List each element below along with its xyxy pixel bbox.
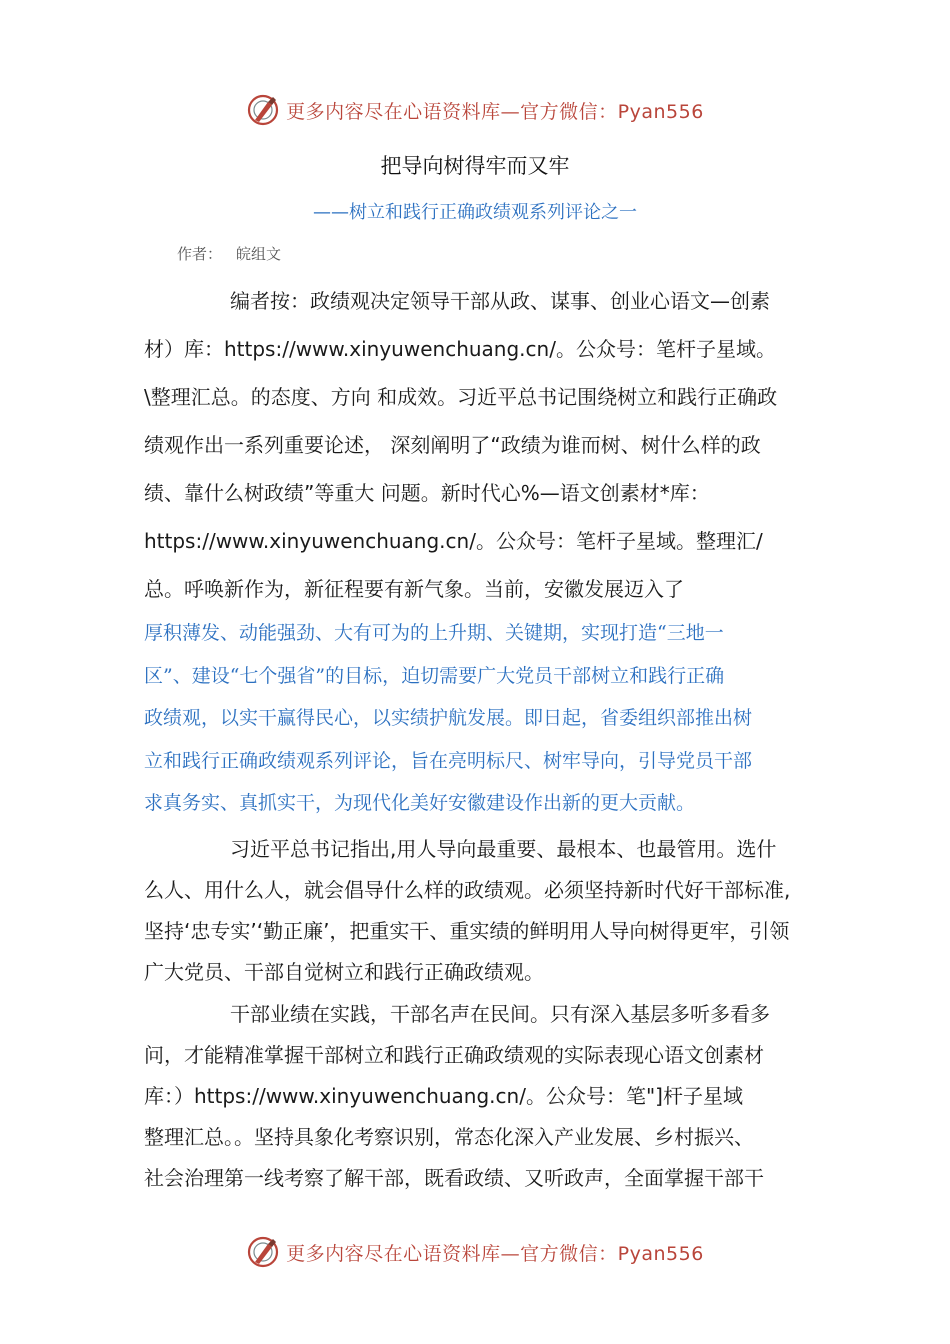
paragraph-line: 整理汇总。。坚持具象化考察识别，常态化深入产业发展、乡村振兴、 xyxy=(144,1125,754,1149)
paragraph-line: 习近平总书记指出,用人导向最重要、最根本、也最管用。选什 xyxy=(230,837,777,861)
pen-nib-circle-icon xyxy=(246,93,280,127)
author-label: 作者： xyxy=(177,245,223,263)
paragraph-line: 立和践行正确政绩观系列评论，旨在亮明标尺、树牢导向，引导党员干部 xyxy=(144,749,753,772)
editor-note-continuation xyxy=(144,612,828,825)
paragraph-line: 区”、建设“七个强省”的目标，迫切需要广大党员干部树立和践行正确 xyxy=(144,664,725,687)
footer-banner-text: 更多内容尽在心语资料库—官方微信：Pyan556 xyxy=(286,1242,704,1265)
pen-nib-circle-icon xyxy=(246,1235,280,1269)
editor-note-paragraph xyxy=(144,277,828,613)
article-title: 把导向树得牢而又牢 xyxy=(380,154,570,178)
paragraph-line: 编者按：政绩观决定领导干部从政、谋事、创业心语文—创素 xyxy=(230,289,770,313)
paragraph-line: 厚积薄发、动能强劲、大有可为的上升期、关键期，实现打造“三地一 xyxy=(144,622,724,644)
paragraph-line: 么人、用什么人，就会倡导什么样的政绩观。必须坚持新时代好干部标准, xyxy=(144,878,791,902)
paragraph-line: \整理汇总。的态度、方向 和成效。习近平总书记围绕树立和践行正确政 xyxy=(144,385,778,409)
body-paragraph-2 xyxy=(144,994,828,1199)
header-banner-text: 更多内容尽在心语资料库—官方微信：Pyan556 xyxy=(286,100,704,123)
paragraph-line: 库：）https://www.xinyuwenchuang.cn/。公众号：笔"]杆子星域 xyxy=(144,1084,743,1108)
footer-banner xyxy=(0,1230,950,1274)
paragraph-line: 坚持‘忠专实’‘勤正廉’，把重实干、重实绩的鲜明用人导向树得更牢，引领 xyxy=(144,919,790,943)
author-name: 皖组文 xyxy=(236,245,282,263)
paragraph-line: 绩观作出一系列重要论述， 深刻阐明了“政绩为谁而树、树什么样的政 xyxy=(144,433,761,457)
paragraph-line: 社会治理第一线考察了解干部，既看政绩、又听政声，全面掌握干部干 xyxy=(144,1166,764,1190)
paragraph-line: 广大党员、干部自觉树立和践行正确政绩观。 xyxy=(144,960,544,984)
paragraph-line: 求真务实、真抓实干，为现代化美好安徽建设作出新的更大贡献。 xyxy=(144,792,696,814)
paragraph-line: 绩、靠什么树政绩”等重大 问题。新时代心%—语文创素材*库： xyxy=(144,481,710,505)
paragraph-line: 总。呼唤新作为，新征程要有新气象。当前，安徽发展迈入了 xyxy=(144,577,684,601)
header-banner xyxy=(0,88,950,132)
article-subtitle: ——树立和践行正确政绩观系列评论之一 xyxy=(313,202,637,223)
paragraph-line: 干部业绩在实践，干部名声在民间。只有深入基层多听多看多 xyxy=(230,1002,770,1026)
paragraph-line: 政绩观，以实干赢得民心，以实绩护航发展。即日起，省委组织部推出树 xyxy=(144,707,753,729)
paragraph-line: 问，才能精准掌握干部树立和践行正确政绩观的实际表现心语文创素材 xyxy=(144,1043,764,1067)
body-paragraph-1 xyxy=(144,829,828,993)
header-banner-account: Pyan556 xyxy=(617,100,704,123)
article-author xyxy=(177,243,281,264)
footer-banner-account: Pyan556 xyxy=(617,1242,704,1265)
paragraph-line: 材）库：https://www.xinyuwenchuang.cn/。公众号：笔杆子星域。 xyxy=(144,337,776,361)
paragraph-line: https://www.xinyuwenchuang.cn/。公众号：笔杆子星域。整理汇/ xyxy=(144,529,763,553)
